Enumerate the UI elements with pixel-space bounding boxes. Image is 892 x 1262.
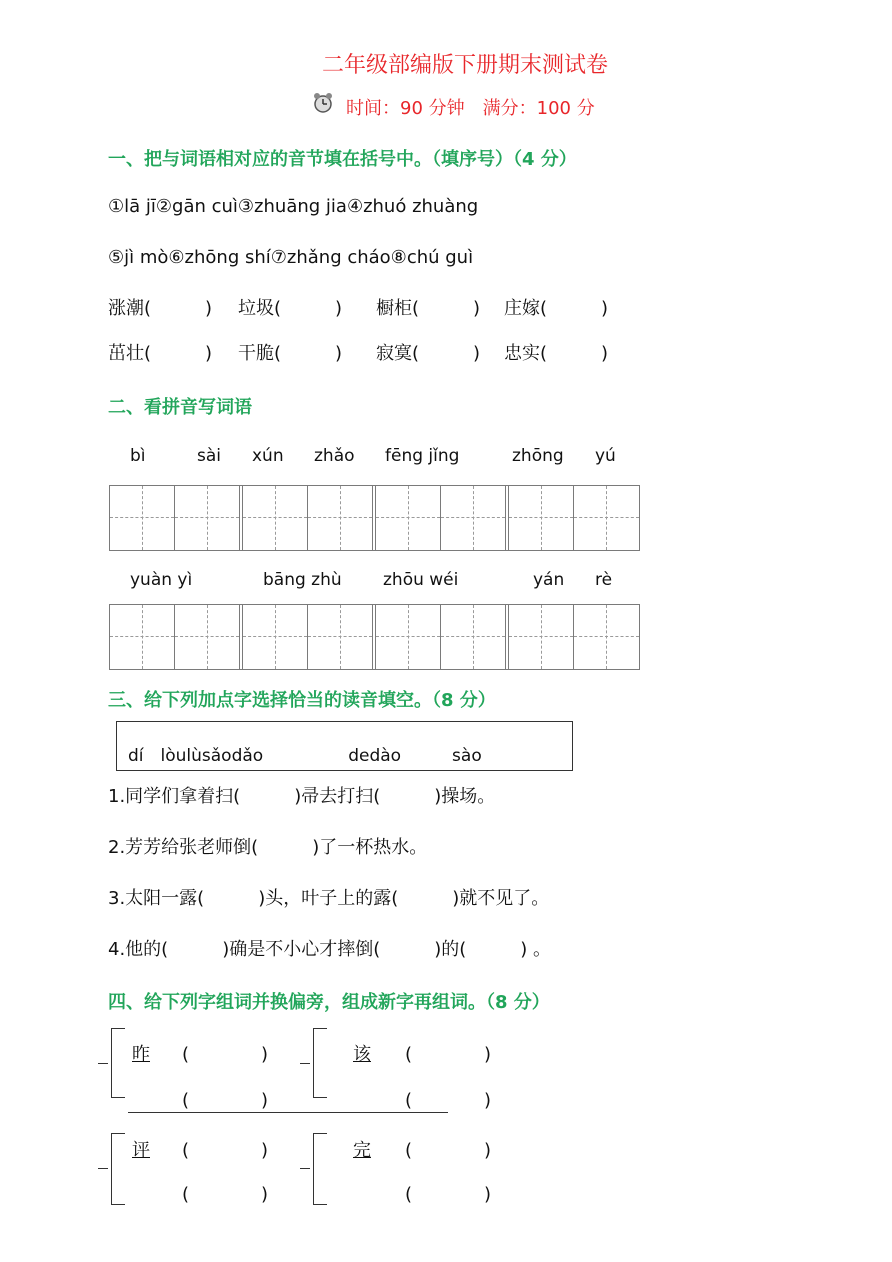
alarm-clock-icon [312,92,334,114]
word-blank[interactable]: 寂寞( ) [376,343,481,364]
pinyin-label: yuàn yì [130,570,193,590]
writing-grid-row-1[interactable] [109,485,640,551]
pinyin-label: bāng zhù [263,570,342,590]
answer-blank[interactable]: ( ) [405,1090,492,1111]
brace-tick [98,1063,108,1064]
answer-blank[interactable]: ( ) [405,1184,492,1205]
pinyin-label: rè [595,570,613,590]
answer-blank[interactable]: ( ) [182,1044,269,1065]
divider-line [128,1112,448,1113]
question-2[interactable]: 2.芳芳给张老师倒( )了一杯热水。 [108,837,428,858]
question-3[interactable]: 3.太阳一露( )头，叶子上的露( )就不见了。 [108,888,550,909]
syllables-line-1: ①lā jī②gān cuì③zhuāng jia④zhuó zhuàng [108,196,479,217]
section-1-heading: 一、把与词语相对应的音节填在括号中。（填序号）（4 分） [108,149,577,170]
question-1[interactable]: 1.同学们拿着扫( )帚去打扫( )操场。 [108,786,496,807]
word-blank[interactable]: 干脆( ) [238,343,343,364]
char-gai: 该 [353,1044,371,1065]
section-4-heading: 四、给下列字组词并换偏旁，组成新字再组词。（8 分） [108,992,550,1013]
syllables-line-2: ⑤jì mò⑥zhōng shí⑦zhǎng cháo⑧chú guì [108,247,474,268]
pinyin-label: bì [130,446,146,466]
brace-tick [98,1168,108,1169]
pinyin-label: xún [252,446,284,466]
brace [313,1028,327,1098]
word-blank[interactable]: 垃圾( ) [238,298,343,319]
pinyin-label: yán [533,570,565,590]
pinyin-label: fēng jǐng [385,446,460,466]
question-4[interactable]: 4.他的( )确是不小心才摔倒( )的( ) 。 [108,939,552,960]
section-3-heading: 三、给下列加点字选择恰当的读音填空。（8 分） [108,690,496,711]
page-title: 二年级部编版下册期末测试卷 [322,53,609,78]
brace [313,1133,327,1205]
pinyin-label: sài [197,446,221,466]
pinyin-label: zhōu wéi [383,570,459,590]
answer-blank[interactable]: ( ) [182,1140,269,1161]
pronunciation-options: dí lòulùsǎodǎo dedào sào [128,746,482,766]
pinyin-label: zhǎo [314,446,355,466]
char-zuo: 昨 [132,1044,150,1065]
brace [111,1133,125,1205]
writing-grid-row-2[interactable] [109,604,640,670]
word-blank[interactable]: 橱柜( ) [376,298,481,319]
brace-tick [300,1168,310,1169]
char-ping: 评 [132,1140,150,1161]
answer-blank[interactable]: ( ) [182,1184,269,1205]
pinyin-label: zhōng [512,446,564,466]
pinyin-label: yú [595,446,616,466]
word-blank[interactable]: 涨潮( ) [108,298,213,319]
brace [111,1028,125,1098]
exam-time-score: 时间：90 分钟 满分：100 分 [346,98,595,119]
brace-tick [300,1063,310,1064]
word-blank[interactable]: 茁壮( ) [108,343,213,364]
char-wan: 完 [353,1140,371,1161]
answer-blank[interactable]: ( ) [182,1090,269,1111]
section-2-heading: 二、看拼音写词语 [108,397,252,418]
word-blank[interactable]: 忠实( ) [504,343,609,364]
answer-blank[interactable]: ( ) [405,1140,492,1161]
word-blank[interactable]: 庄嫁( ) [504,298,609,319]
answer-blank[interactable]: ( ) [405,1044,492,1065]
